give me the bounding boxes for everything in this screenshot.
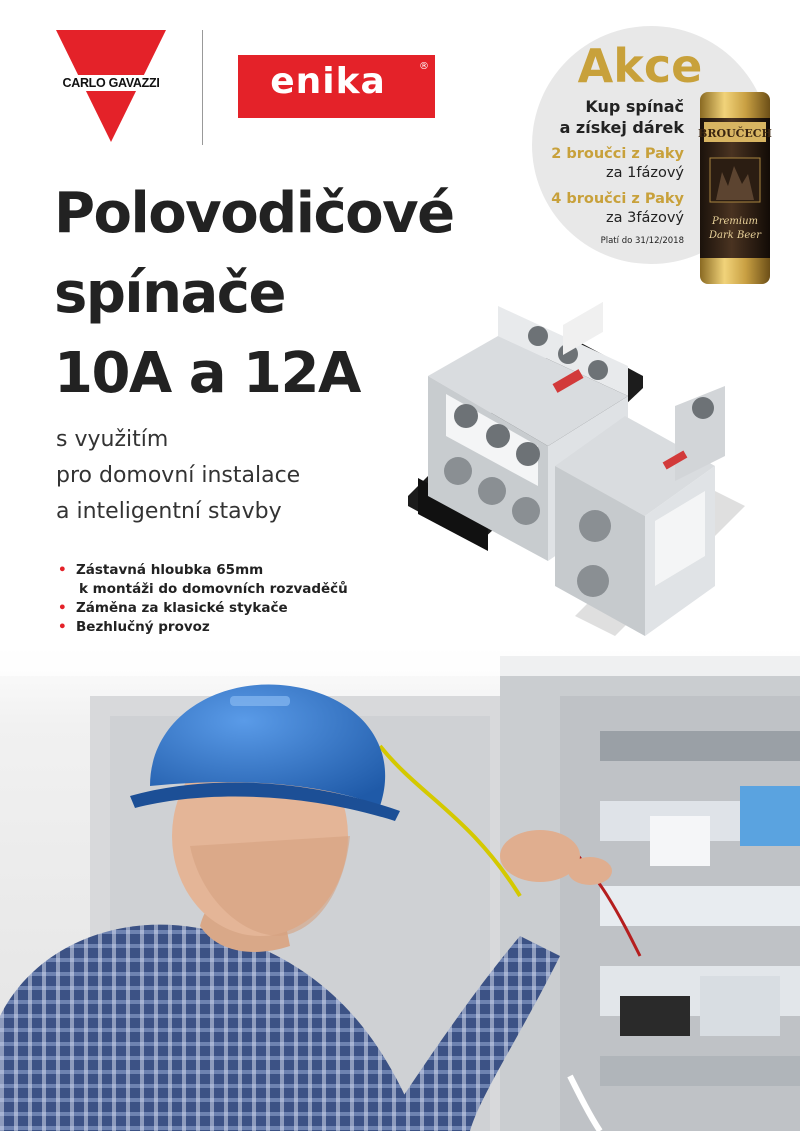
promo-gift: 4 broučci z Paky xyxy=(551,191,684,207)
promo-body xyxy=(520,96,684,246)
bullet-icon: • xyxy=(58,600,67,616)
feature-item xyxy=(58,618,348,637)
bullet-icon: • xyxy=(58,619,67,635)
promo-title: Akce xyxy=(577,39,703,93)
logo-divider xyxy=(202,30,203,145)
enika-wordmark: enika xyxy=(270,61,386,102)
subtitle xyxy=(56,422,300,530)
registered-mark: ® xyxy=(419,61,429,72)
promo-validity: Platí do 31/12/2018 xyxy=(600,236,684,246)
beer-can-image xyxy=(696,88,774,288)
feature-item xyxy=(58,561,348,599)
promo-condition: za 1fázový xyxy=(606,165,684,181)
carlo-gavazzi-wordmark: CARLO GAVAZZI xyxy=(56,75,166,91)
promo-line: Kup spínač xyxy=(585,97,684,116)
subtitle-line: s využitím xyxy=(56,427,169,452)
promo-condition: za 3fázový xyxy=(606,210,684,226)
feature-item xyxy=(58,599,348,618)
headline-line: spínače xyxy=(54,261,285,326)
single-phase-relay-image xyxy=(555,386,755,646)
feature-text: Záměna za klasické stykače xyxy=(76,600,288,616)
feature-text-continued: k montáži do domovních rozvaděčů xyxy=(79,581,348,597)
promo-gift: 2 broučci z Paky xyxy=(551,146,684,162)
beer-brand: BROUČECH xyxy=(698,127,772,140)
bullet-icon: • xyxy=(58,562,67,578)
subtitle-line: a inteligentní stavby xyxy=(56,499,282,524)
electrician-photo xyxy=(0,636,800,1131)
beer-line: Dark Beer xyxy=(709,230,761,241)
headline-line: Polovodičové xyxy=(54,181,454,246)
subtitle-line: pro domovní instalace xyxy=(56,463,301,488)
enika-logo xyxy=(238,55,435,118)
feature-text: Zástavná hloubka 65mm xyxy=(76,562,264,578)
headline-line: 10A a 12A xyxy=(54,341,360,406)
feature-list xyxy=(58,561,348,637)
carlo-gavazzi-logo xyxy=(56,30,166,142)
feature-text: Bezhlučný provoz xyxy=(76,619,210,635)
beer-line: Premium xyxy=(711,216,759,227)
promo-line: a získej dárek xyxy=(559,118,684,137)
